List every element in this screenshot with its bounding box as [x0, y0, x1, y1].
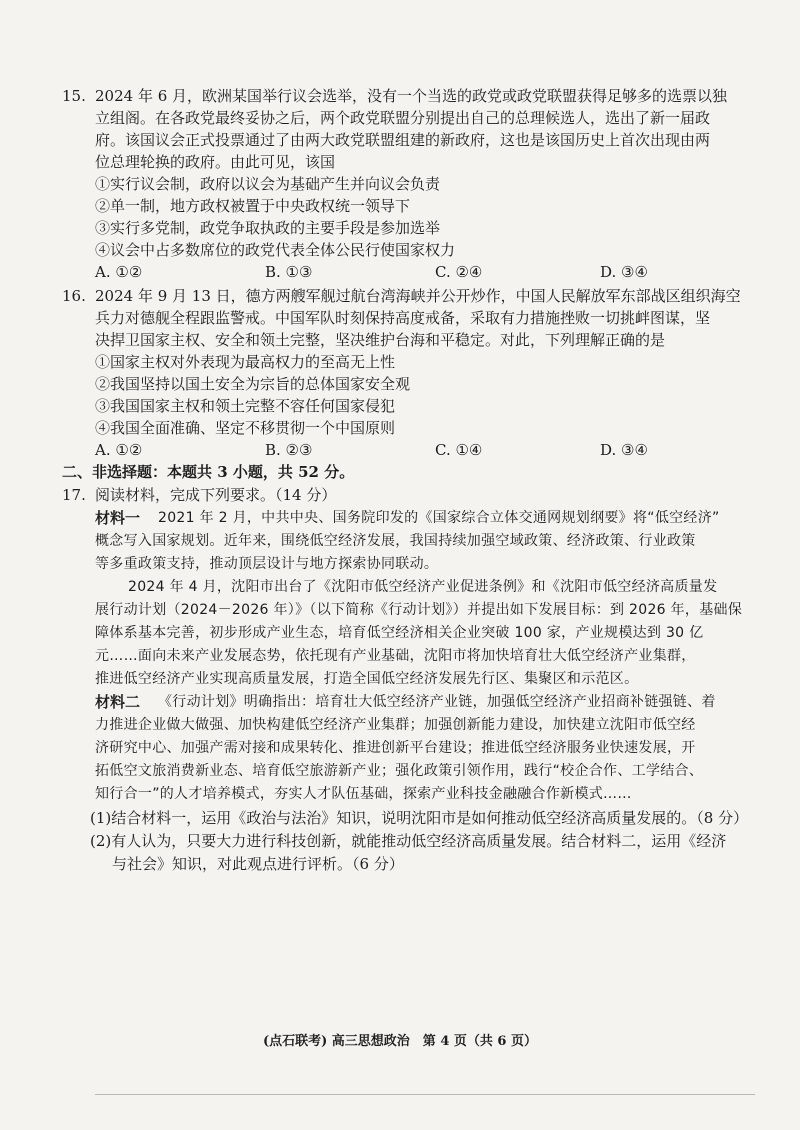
- q15-option-a: A. ①②: [95, 263, 143, 281]
- q16-option-b: B. ②③: [265, 441, 313, 459]
- q16-stem-line: 兵力对德舰全程跟监警戒。中国军队时刻保持高度戒备，采取有力措施挫败一切挑衅图谋，坚: [95, 309, 711, 327]
- bottom-divider: [95, 1094, 755, 1095]
- q15-stem-line: 位总理轮换的政府。由此可见，该国: [95, 153, 336, 171]
- q15-option-d: D. ③④: [600, 263, 648, 281]
- material1-line: 元……面向未来产业发展态势，依托现有产业基础，沈阳市将加快培育壮大低空经济产业集群，: [95, 648, 696, 664]
- q15-stem-line: 立组阁。在各政党最终妥协之后，两个政党联盟分别提出自己的总理候选人，选出了新一届政: [95, 109, 711, 127]
- q15-statement-1: ①实行议会制，政府以议会为基础产生并向议会负责: [95, 175, 441, 193]
- q16-statement-4: ④我国全面准确、坚定不移贯彻一个中国原则: [95, 419, 396, 437]
- material1-line: 2021 年 2 月，中共中央、国务院印发的《国家综合立体交通网规划纲要》将“低空经济”: [158, 510, 720, 526]
- q17-subquestion-2: (2)有人认为，只要大力进行科技创新，就能推动低空经济高质量发展。结合材料二，运用《经济: [90, 832, 727, 850]
- q15-option-b: B. ①③: [265, 263, 313, 281]
- section-heading: 二、非选择题：本题共 3 小题，共 52 分。: [62, 463, 355, 481]
- q16-option-a: A. ①②: [95, 441, 143, 459]
- page-footer: (点石联考) 高三思想政治 第 4 页（共 6 页）: [262, 1034, 538, 1049]
- q17-subquestion-2: 与社会》知识，对此观点进行评析。（6 分）: [112, 855, 404, 873]
- q16-option-c: C. ①④: [435, 441, 483, 459]
- q16-stem-line: 2024 年 9 月 13 日，德方两艘军舰过航台湾海峡并公开炒作，中国人民解放军东部战区组织海空: [95, 287, 741, 305]
- material1-line: 等多重政策支持，推动顶层设计与地方探索协同联动。: [95, 556, 439, 572]
- q16-stem-line: 决捍卫国家主权、安全和领土完整，坚决维护台海和平稳定。对此，下列理解正确的是: [95, 331, 666, 349]
- q15-statement-2: ②单一制，地方政权被置于中央政权统一领导下: [95, 197, 411, 215]
- material2-line: 力推进企业做大做强、加快构建低空经济产业集群；加强创新能力建设，加快建立沈阳市低空经: [95, 717, 696, 733]
- material2-line: 《行动计划》明确指出：培育壮大低空经济产业链，加强低空经济产业招商补链强链、着: [158, 694, 716, 710]
- material1-line: 障体系基本完善，初步形成产业生态，培育低空经济相关企业突破 100 家，产业规模达到 30 亿: [95, 625, 704, 641]
- material2-line: 拓低空文旅消费新业态、培育低空旅游新产业；强化政策引领作用，践行“校企合作、工学结合、: [95, 763, 704, 779]
- q15-stem-line: 2024 年 6 月，欧洲某国举行议会选举，没有一个当选的政党或政党联盟获得足够多的选票以独: [95, 87, 728, 105]
- q15-stem-line: 府。该国议会正式投票通过了由两大政党联盟组建的新政府，这也是该国历史上首次出现由两: [95, 131, 711, 149]
- q17-intro: 阅读材料，完成下列要求。（14 分）: [95, 486, 337, 504]
- q17-subquestion-1: (1)结合材料一，运用《政治与法治》知识，说明沈阳市是如何推动低空经济高质量发展的。（8 分）: [90, 809, 749, 827]
- q16-option-d: D. ③④: [600, 441, 648, 459]
- material1-line: 2024 年 4 月，沈阳市出台了《沈阳市低空经济产业促进条例》和《沈阳市低空经济高质量发: [128, 579, 718, 595]
- material1-label: 材料一: [95, 509, 141, 527]
- q16-statement-2: ②我国坚持以国土安全为宗旨的总体国家安全观: [95, 375, 411, 393]
- q16-statement-1: ①国家主权对外表现为最高权力的至高无上性: [95, 353, 396, 371]
- material2-line: 知行合一”的人才培养模式，夯实人才队伍基础，探索产业科技金融融合作新模式……: [95, 786, 632, 802]
- material1-line: 概念写入国家规划。近年来，围绕低空经济发展，我国持续加强空域政策、经济政策、行业政策: [95, 533, 696, 549]
- q17-number: 17.: [62, 486, 86, 504]
- q15-statement-4: ④议会中占多数席位的政党代表全体公民行使国家权力: [95, 241, 456, 259]
- q15-option-c: C. ②④: [435, 263, 483, 281]
- q15-statement-3: ③实行多党制，政党争取执政的主要手段是参加选举: [95, 219, 441, 237]
- material2-line: 济研究中心、加强产需对接和成果转化、推进创新平台建设；推进低空经济服务业快速发展，开: [95, 740, 696, 756]
- q16-number: 16.: [62, 287, 86, 305]
- material2-label: 材料二: [95, 693, 141, 711]
- material1-line: 展行动计划（2024－2026 年）》（以下简称《行动计划》）并提出如下发展目标：到 2026 年，基础保: [95, 602, 743, 618]
- q15-number: 15.: [62, 87, 86, 105]
- material1-line: 推进低空经济产业实现高质量发展，打造全国低空经济发展先行区、集聚区和示范区。: [95, 671, 639, 687]
- q16-statement-3: ③我国国家主权和领土完整不容任何国家侵犯: [95, 397, 396, 415]
